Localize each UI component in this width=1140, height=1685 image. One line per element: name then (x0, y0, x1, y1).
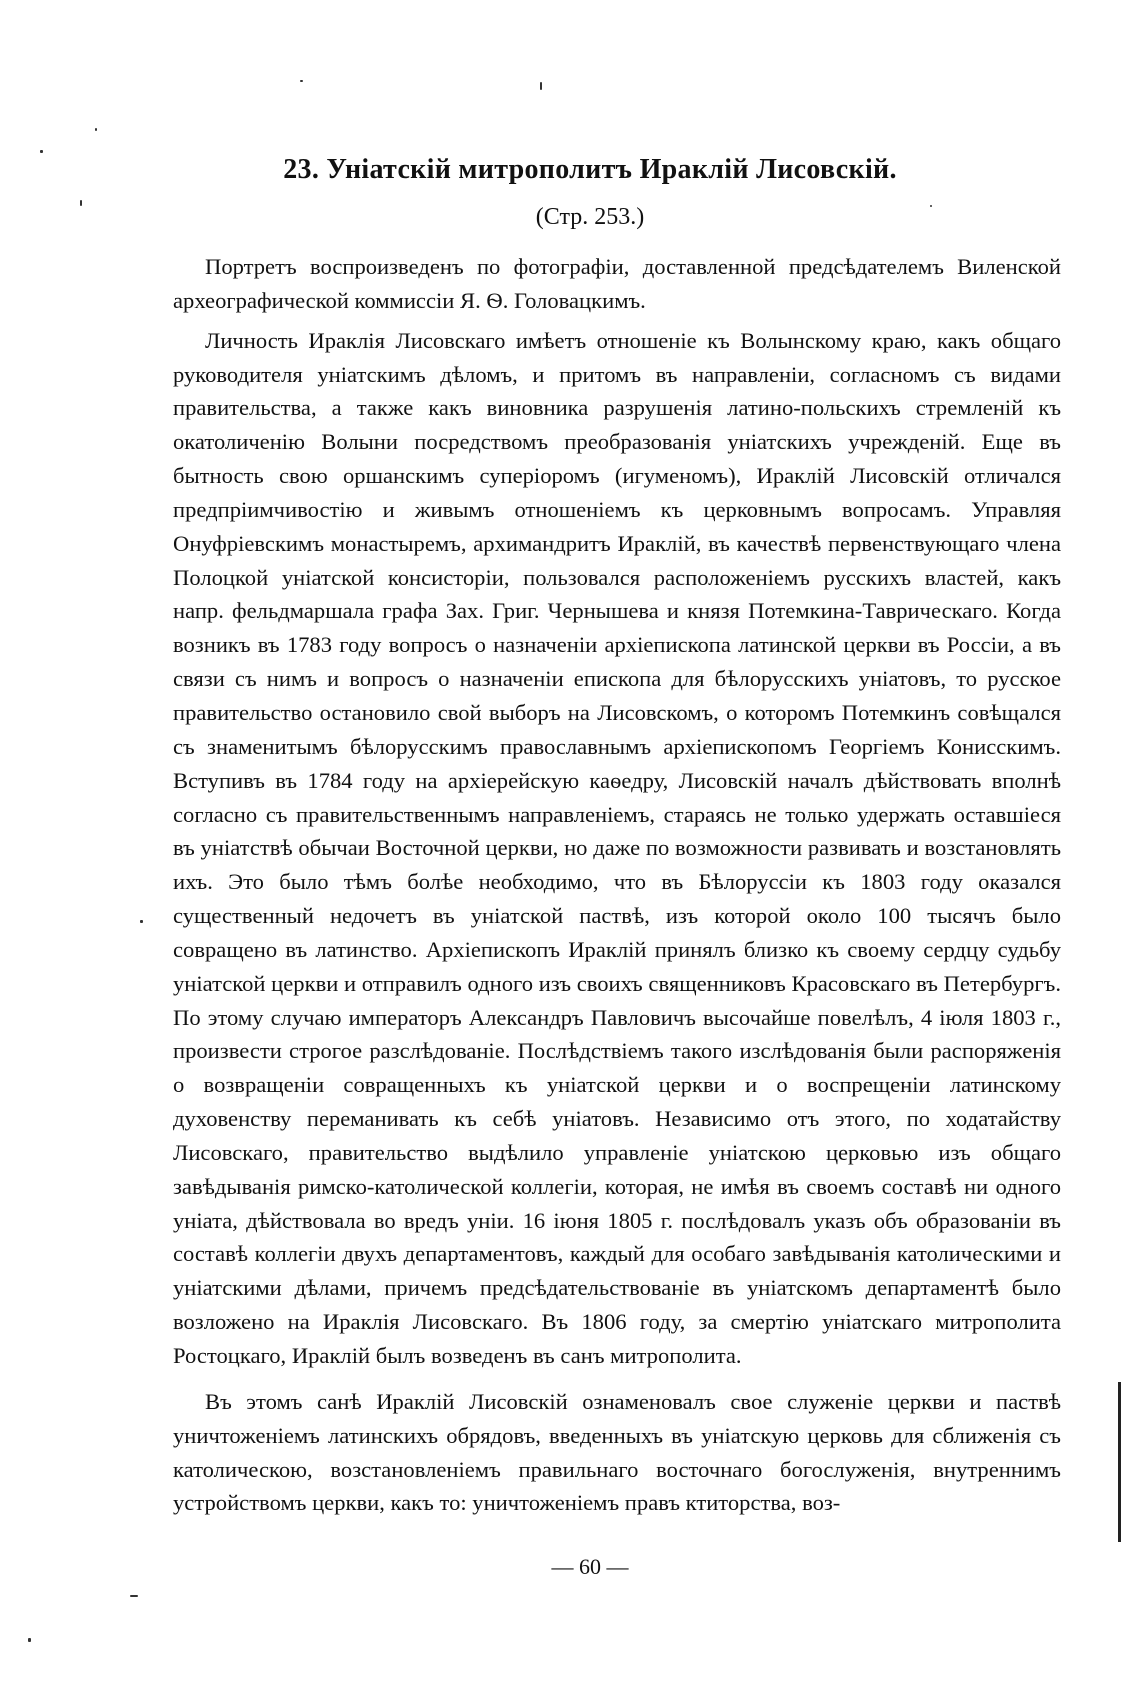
body-text (173, 250, 1061, 1520)
margin-scan-line (1118, 1382, 1121, 1542)
paragraph-metropolitan-service: Въ этомъ санѣ Ираклій Лисовскій ознаменовалъ свое служеніе церкви и паствѣ уничтоженіемъ латинскихъ обрядовъ, введенныхъ въ уніатскую церковь для сближенія съ католическою, возстановленіемъ правильнаго восточнаго богослуженія, внутреннимъ устройствомъ церкви, какъ то: уничтоженіемъ правъ ктиторства, воз- (173, 1388, 1061, 1516)
page-title: 23. Уніатскій митрополитъ Ираклій Лисовскій. (283, 154, 897, 185)
scan-speck (80, 200, 82, 206)
scan-speck (40, 150, 43, 153)
page-reference: (Стр. 253.) (535, 204, 645, 230)
scan-speck (130, 1595, 138, 1597)
scan-speck (140, 920, 143, 923)
scan-speck (95, 128, 97, 131)
paragraph-biography: Личность Ираклія Лисовскаго имѣетъ отношеніе къ Волынскому краю, какъ общаго руководителя уніатскимъ дѣломъ, и притомъ въ направленіи, согласномъ съ видами правительства, а также какъ виновника разрушенія латино-польскихъ стремленій къ окатоличенію Волыни посредствомъ преобразованія уніатскихъ учрежденій. Еще въ бытность свою оршанскимъ суперіоромъ (игуменомъ), Ираклій Лисовскій отличался предпріимчивостію и живымъ отношеніемъ къ церковнымъ вопросамъ. Управляя Онуфріевскимъ монастыремъ, архимандритъ Ираклій, въ качествѣ первенствующаго члена Полоцкой уніатской консисторіи, пользовался расположеніемъ русскихъ властей, какъ напр. фельдмаршала графа Зах. Григ. Чернышева и князя Потемкина-Таврическаго. Когда возникъ въ 1783 году вопросъ о назначеніи архіепископа латинской церкви въ Россіи, а въ связи съ нимъ и вопросъ о назначеніи епископа для бѣлорусскихъ уніатовъ, то русское правительство остановило свой выборъ на Лисовскомъ, о которомъ Потемкинъ совѣщался съ знаменитымъ бѣлорусскимъ православнымъ архіепископомъ Георгіемъ Конисскимъ. Вступивъ въ 1784 году на архіерейскую каѳедру, Лисовскій началъ дѣйствовать вполнѣ согласно съ правительственнымъ направленіемъ, стараясь не только удержать оставшіеся въ уніатствѣ обычаи Восточной церкви, но даже по возможности развивать и возстановлять ихъ. Это было тѣмъ болѣе необходимо, что въ Бѣлоруссіи къ 1803 году оказался существенный недочетъ въ уніатской паствѣ, изъ которой около 100 тысячъ было совращено въ латинство. Архіепископъ Ираклій принялъ близко къ своему сердцу судьбу уніатской церкви и отправилъ одного изъ своихъ священниковъ Красовскаго въ Петербургъ. По этому случаю императоръ Александръ Павловичъ высочайше повелѣлъ, 4 іюля 1803 г., произвести строгое разслѣдованіе. Послѣдствіемъ такого изслѣдованія были распоряженія о возвращеніи совращенныхъ къ уніатской церкви и о воспрещеніи латинскому духовенству переманивать къ себѣ уніатовъ. Независимо отъ этого, по ходатайству Лисовскаго, правительство выдѣлило управленіе уніатскою церковью изъ общаго завѣдыванія римско-католической коллегіи, которая, не имѣя въ своемъ составѣ ни одного уніата, дѣйствовала во вредъ уніи. 16 іюня 1805 г. послѣдовалъ указъ объ образованіи въ составѣ коллегіи двухъ департаментовъ, каждый для особаго завѣдыванія католическими и уніатскими дѣлами, причемъ предсѣдательствованіе въ уніатскомъ департаментѣ было возложено на Ираклія Лисовскаго. Въ 1806 году, за смертію уніатскаго митрополита Ростоцкаго, Ираклій былъ возведенъ въ санъ митрополита. (173, 327, 1061, 1368)
paragraph-portrait-source: Портретъ воспроизведенъ по фотографіи, доставленной предсѣдателемъ Виленской археографической коммиссіи Я. Ѳ. Головацкимъ. (173, 254, 1061, 313)
scan-speck (540, 82, 542, 90)
scan-speck (930, 205, 932, 207)
scan-speck (28, 1638, 31, 1642)
page-number: — 60 — (551, 1554, 629, 1579)
scan-speck (300, 80, 303, 82)
